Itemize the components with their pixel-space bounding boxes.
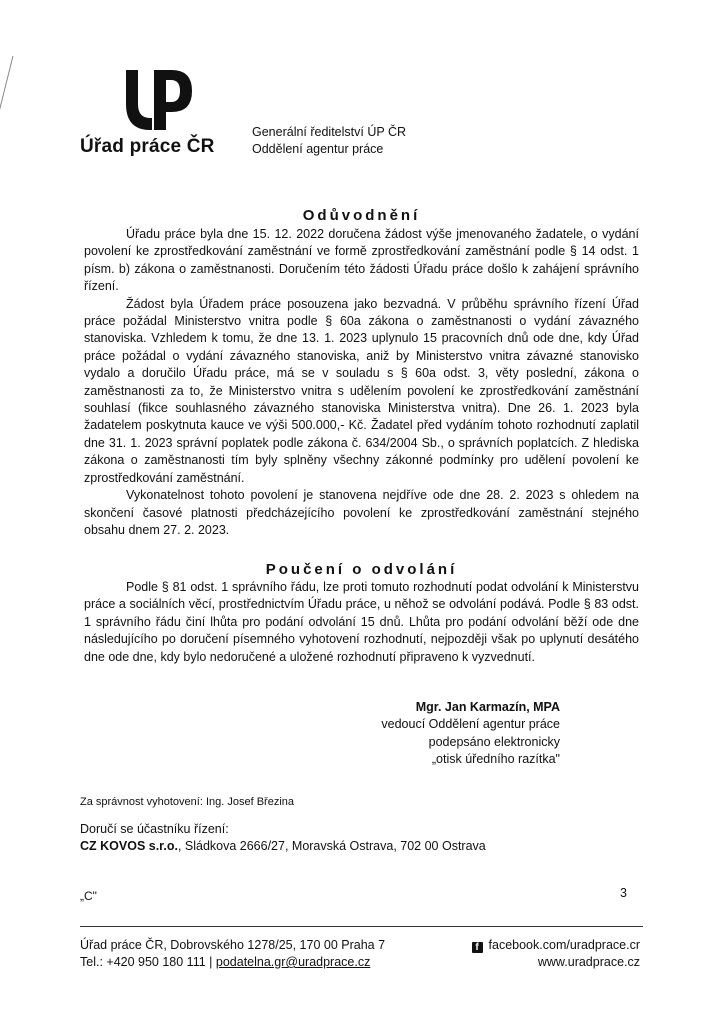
up-logo-icon: [120, 64, 195, 134]
footer-phone: Tel.: +420 950 180 111 |: [80, 955, 216, 969]
department-block: [252, 124, 406, 158]
signature-block: [360, 699, 560, 769]
delivery-recipient: [80, 839, 486, 853]
delivery-label: Doručí se účastníku řízení:: [80, 822, 229, 836]
dept-line-1: Generální ředitelství ÚP ČR: [252, 125, 406, 139]
footer-facebook: [472, 937, 640, 954]
appeal-text: [84, 579, 639, 666]
footer-phone-email: [80, 954, 385, 971]
page-number: 3: [620, 886, 627, 900]
appeal-title: Poučení o odvolání: [265, 561, 458, 578]
footer-email-link[interactable]: podatelna.gr@uradprace.cz: [215, 955, 371, 969]
stamp-note: „otisk úředního razítka": [431, 752, 560, 767]
office-name: Úřad práce ČR: [80, 136, 215, 157]
footer-web: [472, 937, 640, 971]
recipient-company: CZ KOVOS s.r.o.: [80, 839, 178, 853]
footer-divider: [80, 926, 643, 927]
justification-paragraph: Úřadu práce byla dne 15. 12. 2022 doručena žádost výše jmenovaného žadatele, o vydání povolení ke zprostředkování zaměstnání ve formě zprostředkování zaměstnání podle § 14 odst. 1 písm. b) zákona o zaměstnanosti. Doručením této žádosti Úřadu práce došlo k zahájení správního řízení.: [84, 227, 639, 294]
dept-line-2: Oddělení agentur práce: [252, 142, 384, 156]
justification-paragraph: Vykonatelnost tohoto povolení je stanovena nejdříve ode dne 28. 2. 2023 s ohledem na skončení časové platnosti předcházejícího povolení ke zprostředkování zaměstnání stejného obsahu dnem 27. 2. 2023.: [84, 488, 639, 537]
document-marker: „C": [80, 889, 97, 903]
recipient-address: , Sládkova 2666/27, Moravská Ostrava, 702 00 Ostrava: [177, 839, 486, 853]
facebook-icon: f: [472, 942, 483, 953]
signed-note: podepsáno elektronicky: [428, 734, 560, 749]
signatory-role: vedoucí Oddělení agentur práce: [381, 717, 560, 732]
scan-edge-line: [0, 56, 13, 124]
facebook-link[interactable]: facebook.com/uradprace.cr: [488, 938, 640, 952]
footer-website-link[interactable]: www.uradprace.cz: [537, 955, 640, 969]
justification-text: [84, 226, 639, 539]
footer-address: Úřad práce ČR, Dobrovského 1278/25, 170 00 Praha 7: [80, 938, 386, 952]
footer-contact: [80, 937, 385, 971]
prepared-by: Za správnost vyhotovení: Ing. Josef Březina: [80, 796, 295, 808]
justification-title: Odůvodnění: [302, 207, 421, 224]
appeal-paragraph: Podle § 81 odst. 1 správního řádu, lze proti tomuto rozhodnutí podat odvolání k Ministerstvu práce a sociálních věcí, prostřednictvím Úřadu práce, u něhož se odvolání podává. Podle § 83 odst. 1 správního řádu činí lhůta pro podání odvolání 15 dnů. Lhůta pro podání odvolání běží ode dne následujícího po doručení písemného vyhotovení rozhodnutí, nejpozději však po uplynutí desátého dne ode dne, kdy bylo nedoručené a uložené rozhodnutí připraveno k vyzvednutí.: [84, 580, 639, 664]
signatory-name: Mgr. Jan Karmazín, MPA: [415, 700, 560, 714]
justification-paragraph: Žádost byla Úřadem práce posouzena jako bezvadná. V průběhu správního řízení Úřad práce požádal Ministerstvo vnitra podle § 60a zákona o zaměstnanosti o vydání závazného stanoviska. Vzhledem k tomu, že dne 13. 1. 2023 uplynulo 15 pracovních dnů ode dne, kdy Úřad práce požádal o vydání závazného stanoviska, aniž by Ministerstvo vnitra závazné stanovisko vydalo a doručilo Úřadu práce, má se v souladu s § 60a odst. 3, věty poslední, zákona o zaměstnanosti za to, že Ministerstvo vnitra s udělením povolení ke zprostředkování zaměstnání souhlasí (fikce souhlasného závazného stanoviska Ministerstva vnitra). Dne 26. 1. 2023 byla žadatelem poskytnuta kauce ve výši 500.000,- Kč. Žadatel před vydáním tohoto rozhodnutí zaplatil dne 31. 1. 2023 správní poplatek podle zákona č. 634/2004 Sb., o správních poplatcích. Z hlediska zákona o zaměstnanosti tím byly splněny všechny zákonné podmínky pro udělení povolení ke zprostředkování zaměstnání.: [84, 296, 639, 485]
